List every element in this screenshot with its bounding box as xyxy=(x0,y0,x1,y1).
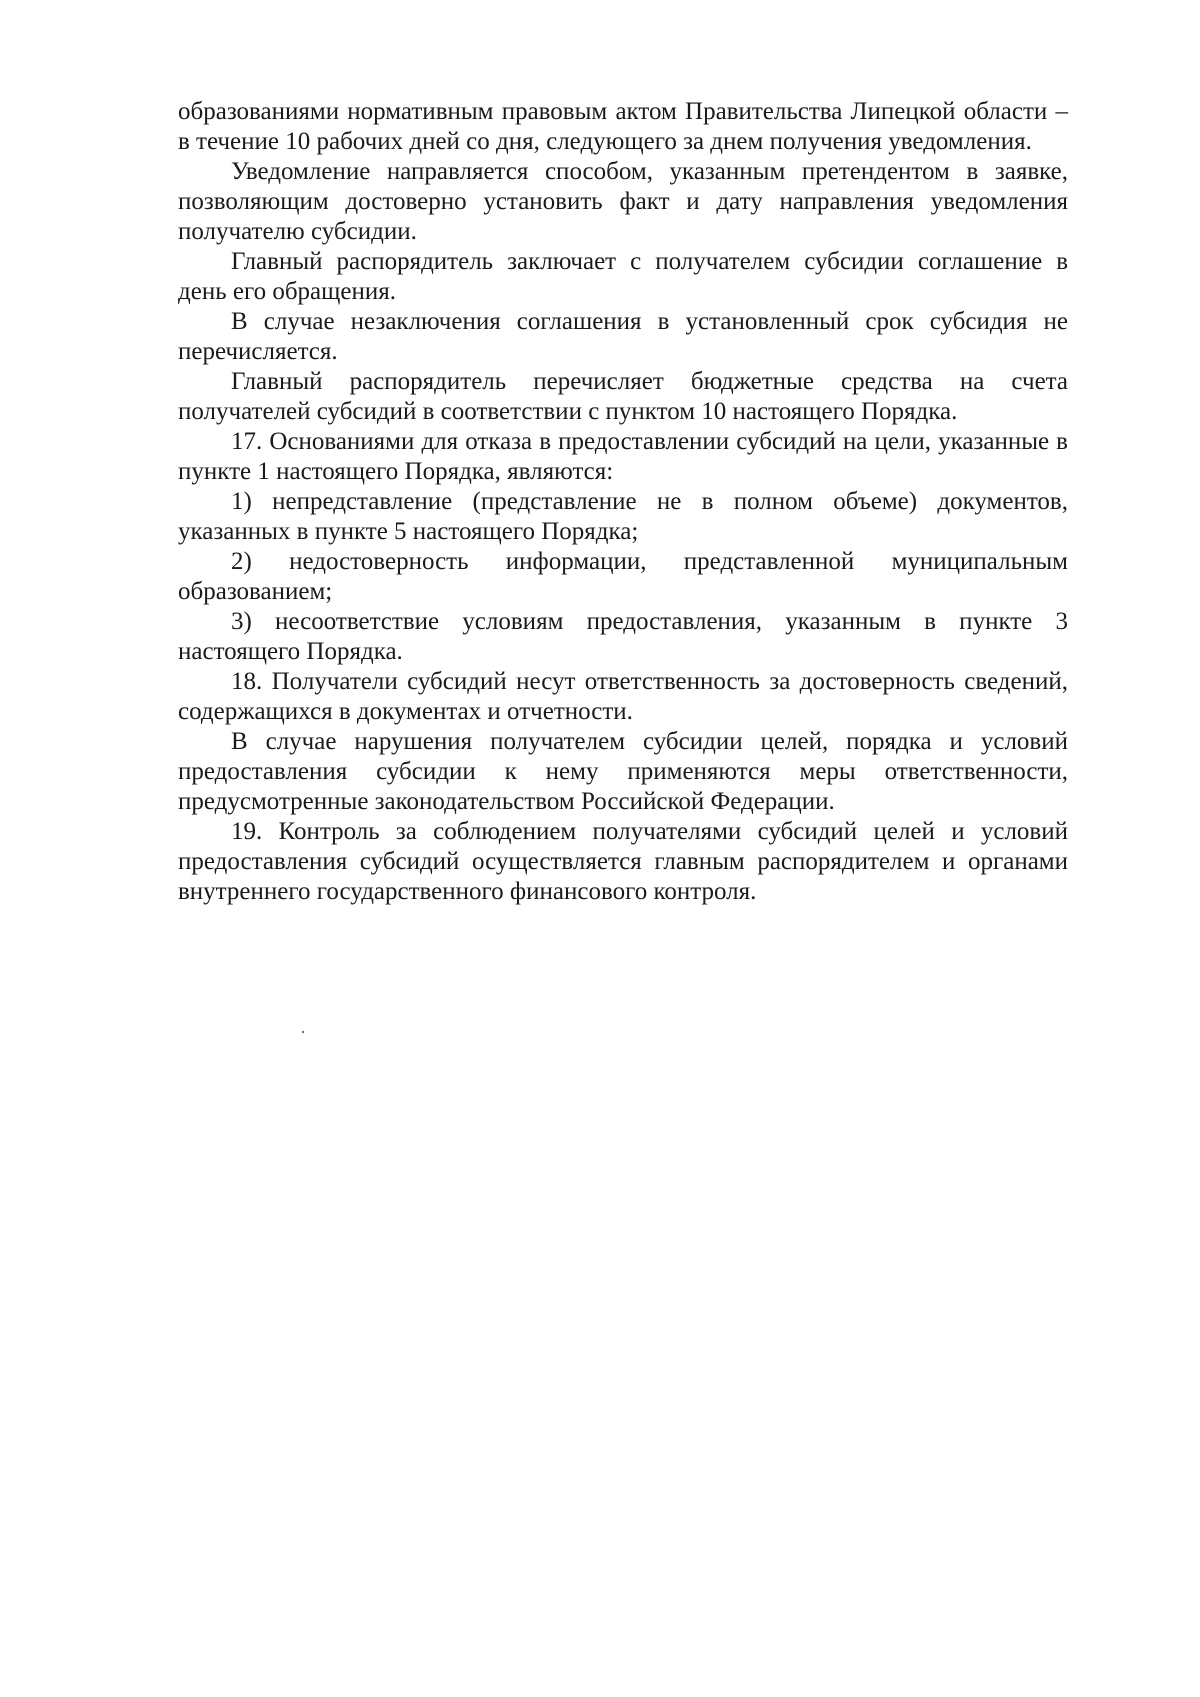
paragraph-agreement-conclusion: Главный распорядитель заключает с получателем субсидии соглашение в день его обращения. xyxy=(178,248,1068,305)
scan-dot-mark xyxy=(302,1031,304,1033)
paragraph-item-18: 18. Получатели субсидий несут ответственность за достоверность сведений, содержащихся в документах и отчетности. xyxy=(178,668,1068,725)
document-body xyxy=(178,97,1068,907)
paragraph-continuation: образованиями нормативным правовым актом Правительства Липецкой области – в течение 10 рабочих дней со дня, следующего за днем получения уведомления. xyxy=(178,98,1068,155)
paragraph-liability: В случае нарушения получателем субсидии целей, порядка и условий предоставления субсидии к нему применяются меры ответственности, предусмотренные законодательством Российской Федерации. xyxy=(178,728,1068,815)
paragraph-item-17-3: 3) несоответствие условиям предоставления, указанным в пункте 3 настоящего Порядка. xyxy=(178,608,1068,665)
paragraph-item-17-1: 1) непредставление (представление не в полном объеме) документов, указанных в пункте 5 настоящего Порядка; xyxy=(178,488,1068,545)
paragraph-item-17-2: 2) недостоверность информации, представленной муниципальным образованием; xyxy=(178,548,1068,605)
paragraph-item-17: 17. Основаниями для отказа в предоставлении субсидий на цели, указанные в пункте 1 настоящего Порядка, являются: xyxy=(178,428,1068,485)
paragraph-non-conclusion: В случае незаключения соглашения в установленный срок субсидия не перечисляется. xyxy=(178,308,1068,365)
paragraph-item-19: 19. Контроль за соблюдением получателями субсидий целей и условий предоставления субсидий осуществляется главным распорядителем и органами внутреннего государственного финансового контроля. xyxy=(178,818,1068,905)
paragraph-funds-transfer: Главный распорядитель перечисляет бюджетные средства на счета получателей субсидий в соответствии с пунктом 10 настоящего Порядка. xyxy=(178,368,1068,425)
paragraph-notification-method: Уведомление направляется способом, указанным претендентом в заявке, позволяющим достоверно установить факт и дату направления уведомления получателю субсидии. xyxy=(178,158,1068,245)
